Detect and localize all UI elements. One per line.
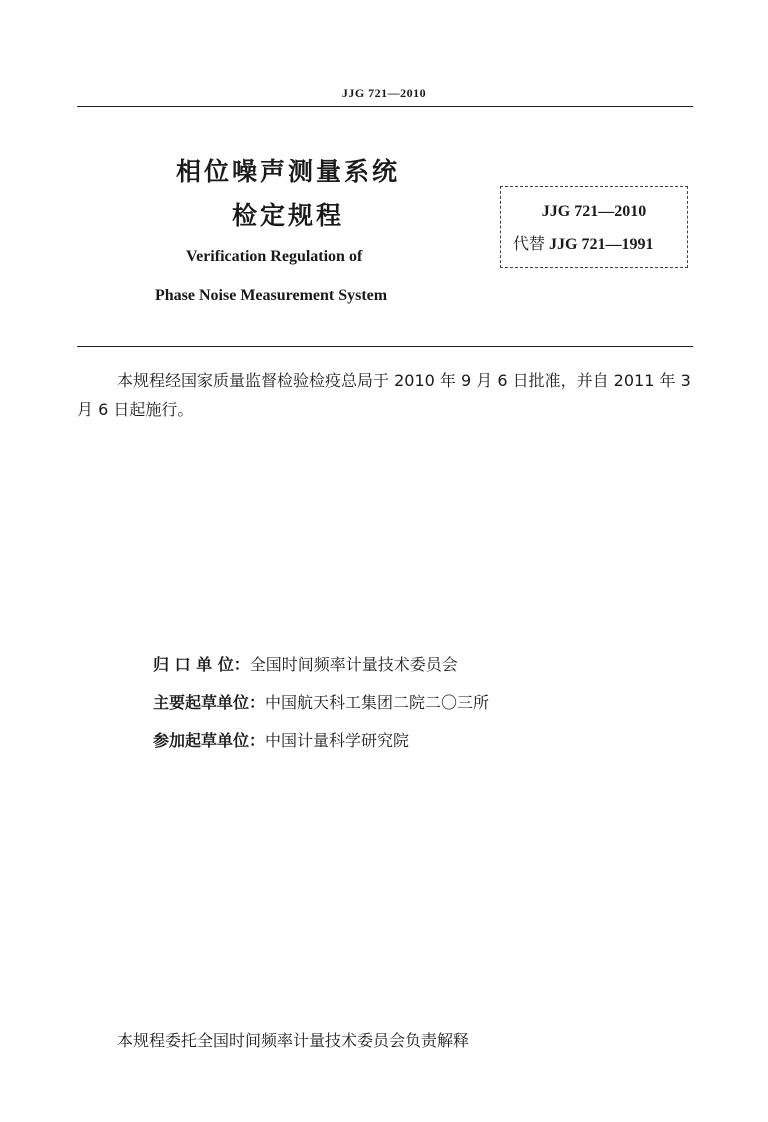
org-value: 中国航天科工集团二院二〇三所 [265,693,490,712]
header-rule [77,106,693,107]
org-label: 主要起草单位： [153,693,266,712]
org-label: 参加起草单位： [153,731,266,750]
title-zh-line1: 相位噪声测量系统 [176,157,401,186]
approval-statement: 本规程经国家质量监督检验检疫总局于 2010 年 9 月 6 日批准，并自 2011 年 3 月 6 日起施行。 [77,371,691,419]
replaces-prefix: 代替 [513,236,546,253]
standard-number-box [500,186,688,268]
title-en-line1: Verification Regulation of [186,248,363,265]
org-row-main-drafter [153,690,489,713]
org-row-responsible [153,652,458,675]
org-value: 中国计量科学研究院 [265,731,410,750]
title-zh-line2: 检定规程 [232,201,345,230]
replaces-code: JJG 721—1991 [549,236,654,253]
replaces-line [513,231,653,254]
org-value: 全国时间频率计量技术委员会 [249,655,458,674]
interpretation-note: 本规程委托全国时间频率计量技术委员会负责解释 [117,1031,470,1050]
title-en-line2: Phase Noise Measurement System [155,287,388,304]
org-row-participating-drafter [153,728,409,751]
section-rule [77,346,693,347]
header-standard-code: JJG 721—2010 [341,86,427,100]
standard-code: JJG 721—2010 [541,203,647,220]
org-label: 归 口 单 位： [153,655,250,674]
